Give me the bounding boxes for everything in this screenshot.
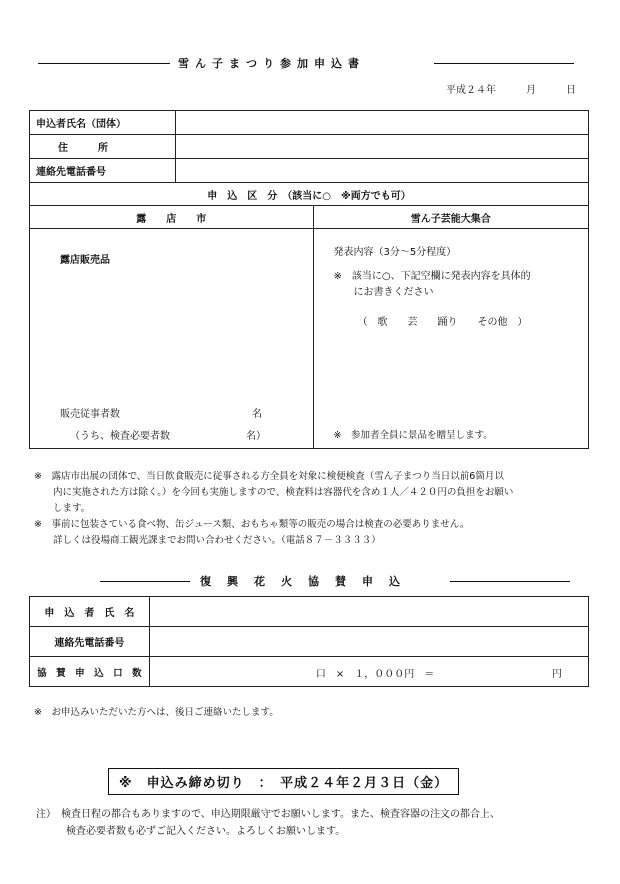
performance-note-1: ※ 該当に○、下記空欄に発表内容を具体的: [333, 271, 531, 282]
inspection-count-unit: 名）: [246, 431, 266, 442]
performance-types: （ 歌 芸 踊り その他 ）: [357, 317, 528, 328]
street-market-header: 露 店 市: [30, 206, 314, 229]
category-header: 申 込 区 分 （該当に○ ※両方でも可）: [30, 183, 589, 206]
note-line-5: 詳しくは役場商工観光課までお問い合わせください。（電話８７－３３３３）: [34, 535, 381, 546]
application-table: [29, 110, 589, 449]
applicant-name-label: 申込者氏名（団体）: [30, 111, 176, 135]
staff-count-unit: 名: [252, 409, 262, 420]
performance-header: 雪ん子芸能大集合: [313, 206, 588, 229]
note-line-2: 内に実施された方は除く。）を今回も実施しますので、検査料は容器代を含め１人／４２０円の負担をお願い: [34, 487, 514, 498]
footnote-line-2: 検査必要者数も必ずご記入ください。よろしくお願いします。: [36, 826, 346, 837]
performance-content-label: 発表内容（3分～5分程度）: [333, 247, 457, 258]
street-market-cell[interactable]: [30, 229, 314, 449]
form-title: 雪ん子まつり参加申込書: [178, 57, 365, 70]
performance-note-2: にお書きください: [353, 287, 434, 298]
applicant-name-input[interactable]: [175, 111, 588, 135]
sponsor-units-label: 協 賛 申 込 口 数: [30, 657, 150, 687]
title-rule-left: [38, 63, 170, 64]
sponsor-name-input[interactable]: [149, 597, 588, 627]
address-input[interactable]: [175, 135, 588, 159]
footnote-line-1: 注） 検査日程の都合もありますので、申込期限厳守でお願いします。また、検査容器の注文の都合上、: [36, 809, 500, 820]
note-line-3: します。: [34, 503, 91, 514]
date-field[interactable]: 平成２４年 月 日: [446, 85, 576, 96]
performance-cell[interactable]: [313, 229, 588, 449]
sponsor-calc-unit: 円: [551, 669, 562, 680]
sponsor-name-label: 申 込 者 氏 名: [30, 597, 150, 627]
sponsor-units-input[interactable]: [149, 657, 588, 687]
phone-input[interactable]: [175, 159, 588, 183]
prize-note: ※ 参加者全員に景品を贈呈します。: [333, 430, 493, 441]
title2-rule-left: [100, 581, 190, 582]
note-line-1: ※ 露店市出展の団体で、当日飲食販売に従事される方全員を対象に検便検査（雪ん子まつり当日以前6箇月以: [34, 471, 504, 482]
staff-count-label: 販売従事者数: [60, 409, 120, 420]
sales-items-label: 露店販売品: [60, 255, 110, 266]
title-rule-right: [434, 63, 574, 64]
sponsor-calc: 口 × １，０００円 ＝: [315, 669, 435, 680]
title2-rule-right: [450, 581, 570, 582]
sponsorship-table: [29, 596, 589, 687]
note-line-4: ※ 事前に包装さている食べ物、缶ジュース類、おもちゃ類等の販売の場合は検査の必要ありません。: [34, 519, 470, 530]
sponsor-phone-label: 連絡先電話番号: [30, 627, 150, 657]
address-label: 住 所: [30, 135, 176, 159]
fireworks-title: 復興花火協賛申込: [200, 575, 416, 588]
sponsor-phone-input[interactable]: [149, 627, 588, 657]
inspection-count-label: （うち、検査必要者数: [70, 431, 170, 442]
contact-note: ※ お申込みいただいた方へは、後日ご連絡いたします。: [34, 707, 279, 718]
deadline-box: ※ 申込み締め切り ： 平成２４年２月３日（金）: [108, 768, 459, 795]
phone-label: 連絡先電話番号: [30, 159, 176, 183]
